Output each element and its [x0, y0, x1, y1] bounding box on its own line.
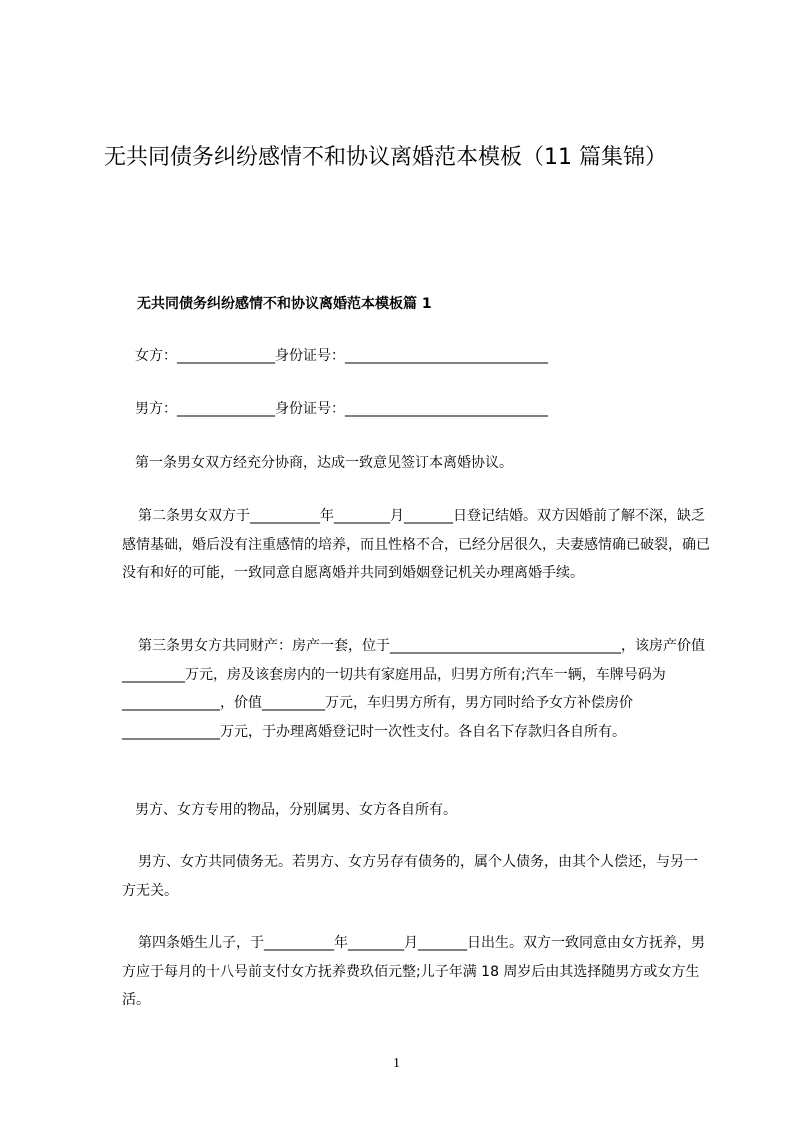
paragraph-male-party: 男方：______________身份证号：_____________________________: [135, 401, 548, 417]
paragraph-personal-items: 男方、女方专用的物品，分别属男、女方各自所有。: [135, 802, 457, 818]
paragraph-article-4: 第四条婚生儿子，于__________年________月_______日出生。双方一致同意由女方抚养，男方应于每月的十八号前支付女方抚养费玖佰元整;儿子年满 18 周岁后由其选择随男方或女方生活。: [122, 935, 705, 1008]
document-title: 无共同债务纠纷感情不和协议离婚范本模板（11 篇集锦）: [104, 145, 667, 170]
paragraph-article-3: 第三条男女方共同财产：房产一套，位于_________________________________，该房产价值_________万元，房及该套房内的一切共有家庭用品，归男方所有;汽车一辆，车牌号码为______________，价值_________万元，车归男方所有，男方同时给予女方补偿房价______________万元，于办理离婚登记时一次性支付。各自名下存款归各自所有。: [122, 638, 705, 740]
page-number: 1: [393, 1056, 400, 1071]
paragraph-article-2: 第二条男女双方于__________年________月_______日登记结婚。双方因婚前了解不深，缺乏感情基础，婚后没有注重感情的培养，而且性格不合，已经分居很久，夫妻感情确已破裂，确已没有和好的可能，一致同意自愿离婚并共同到婚姻登记机关办理离婚手续。: [122, 508, 710, 581]
paragraph-article-1: 第一条男女双方经充分协商，达成一致意见签订本离婚协议。: [135, 455, 513, 471]
paragraph-debts: 男方、女方共同债务无。若男方、女方另存有债务的，属个人债务，由其个人偿还，与另一方无关。: [122, 854, 698, 899]
paragraph-female-party: 女方：______________身份证号：_____________________________: [135, 348, 548, 364]
section-heading: 无共同债务纠纷感情不和协议离婚范本模板篇 1: [137, 296, 432, 312]
